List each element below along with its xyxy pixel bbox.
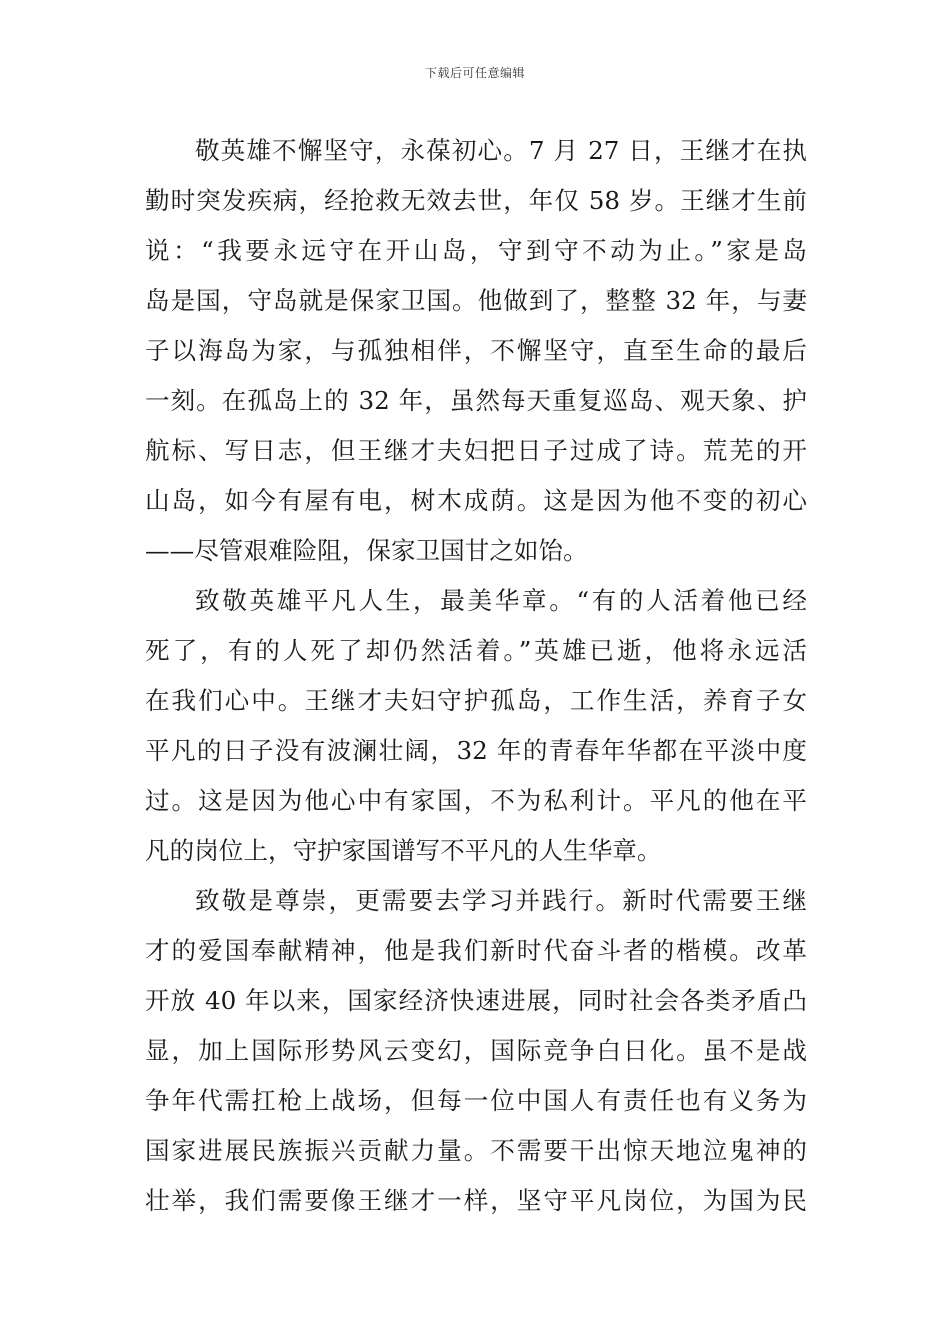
text-line: 过。这是因为他心中有家国，不为私利计。平凡的他在平 bbox=[145, 786, 807, 815]
text-line: 国家进展民族振兴贡献力量。不需要干出惊天地泣鬼神的 bbox=[145, 1136, 807, 1165]
text-line: 显，加上国际形势风云变幻，国际竞争白日化。虽不是战 bbox=[145, 1036, 807, 1065]
text-line: 开放 40 年以来，国家经济快速进展，同时社会各类矛盾凸 bbox=[145, 986, 807, 1015]
text-line: 勤时突发疾病，经抢救无效去世，年仅 58 岁。王继才生前 bbox=[145, 186, 807, 215]
text-line: 航标、写日志，但王继才夫妇把日子过成了诗。荒芜的开 bbox=[145, 436, 807, 465]
paragraph-2 bbox=[145, 576, 807, 876]
text-line: 岛是国，守岛就是保家卫国。他做到了，整整 32 年，与妻 bbox=[145, 286, 807, 315]
document-body bbox=[145, 126, 807, 1226]
text-line: 说：“我要永远守在开山岛，守到守不动为止。”家是岛 bbox=[145, 236, 807, 265]
text-line: 死了，有的人死了却仍然活着。”英雄已逝，他将永远活 bbox=[145, 636, 807, 665]
text-line: 在我们心中。王继才夫妇守护孤岛，工作生活，养育子女 bbox=[145, 686, 807, 715]
text-line: 壮举，我们需要像王继才一样，坚守平凡岗位，为国为民 bbox=[145, 1186, 807, 1215]
text-line: 平凡的日子没有波澜壮阔，32 年的青春年华都在平淡中度 bbox=[145, 736, 807, 765]
text-line: 才的爱国奉献精神，他是我们新时代奋斗者的楷模。改革 bbox=[145, 936, 807, 965]
paragraph-1 bbox=[145, 126, 807, 576]
page-header: 下载后可任意编辑 bbox=[424, 66, 525, 80]
text-line: 凡的岗位上，守护家国谱写不平凡的人生华章。 bbox=[145, 836, 662, 865]
text-line: 一刻。在孤岛上的 32 年，虽然每天重复巡岛、观天象、护 bbox=[145, 386, 807, 415]
text-line: 山岛，如今有屋有电，树木成荫。这是因为他不变的初心 bbox=[145, 486, 807, 515]
text-line: ——尽管艰难险阻，保家卫国甘之如饴。 bbox=[145, 536, 588, 565]
text-line: 敬英雄不懈坚守，永葆初心。7 月 27 日，王继才在执 bbox=[195, 136, 807, 165]
text-line: 致敬英雄平凡人生，最美华章。“有的人活着他已经 bbox=[195, 586, 807, 615]
paragraph-3 bbox=[145, 876, 807, 1226]
text-line: 致敬是尊崇，更需要去学习并践行。新时代需要王继 bbox=[195, 886, 807, 915]
text-line: 争年代需扛枪上战场，但每一位中国人有责任也有义务为 bbox=[145, 1086, 807, 1115]
text-line: 子以海岛为家，与孤独相伴，不懈坚守，直至生命的最后 bbox=[145, 336, 807, 365]
